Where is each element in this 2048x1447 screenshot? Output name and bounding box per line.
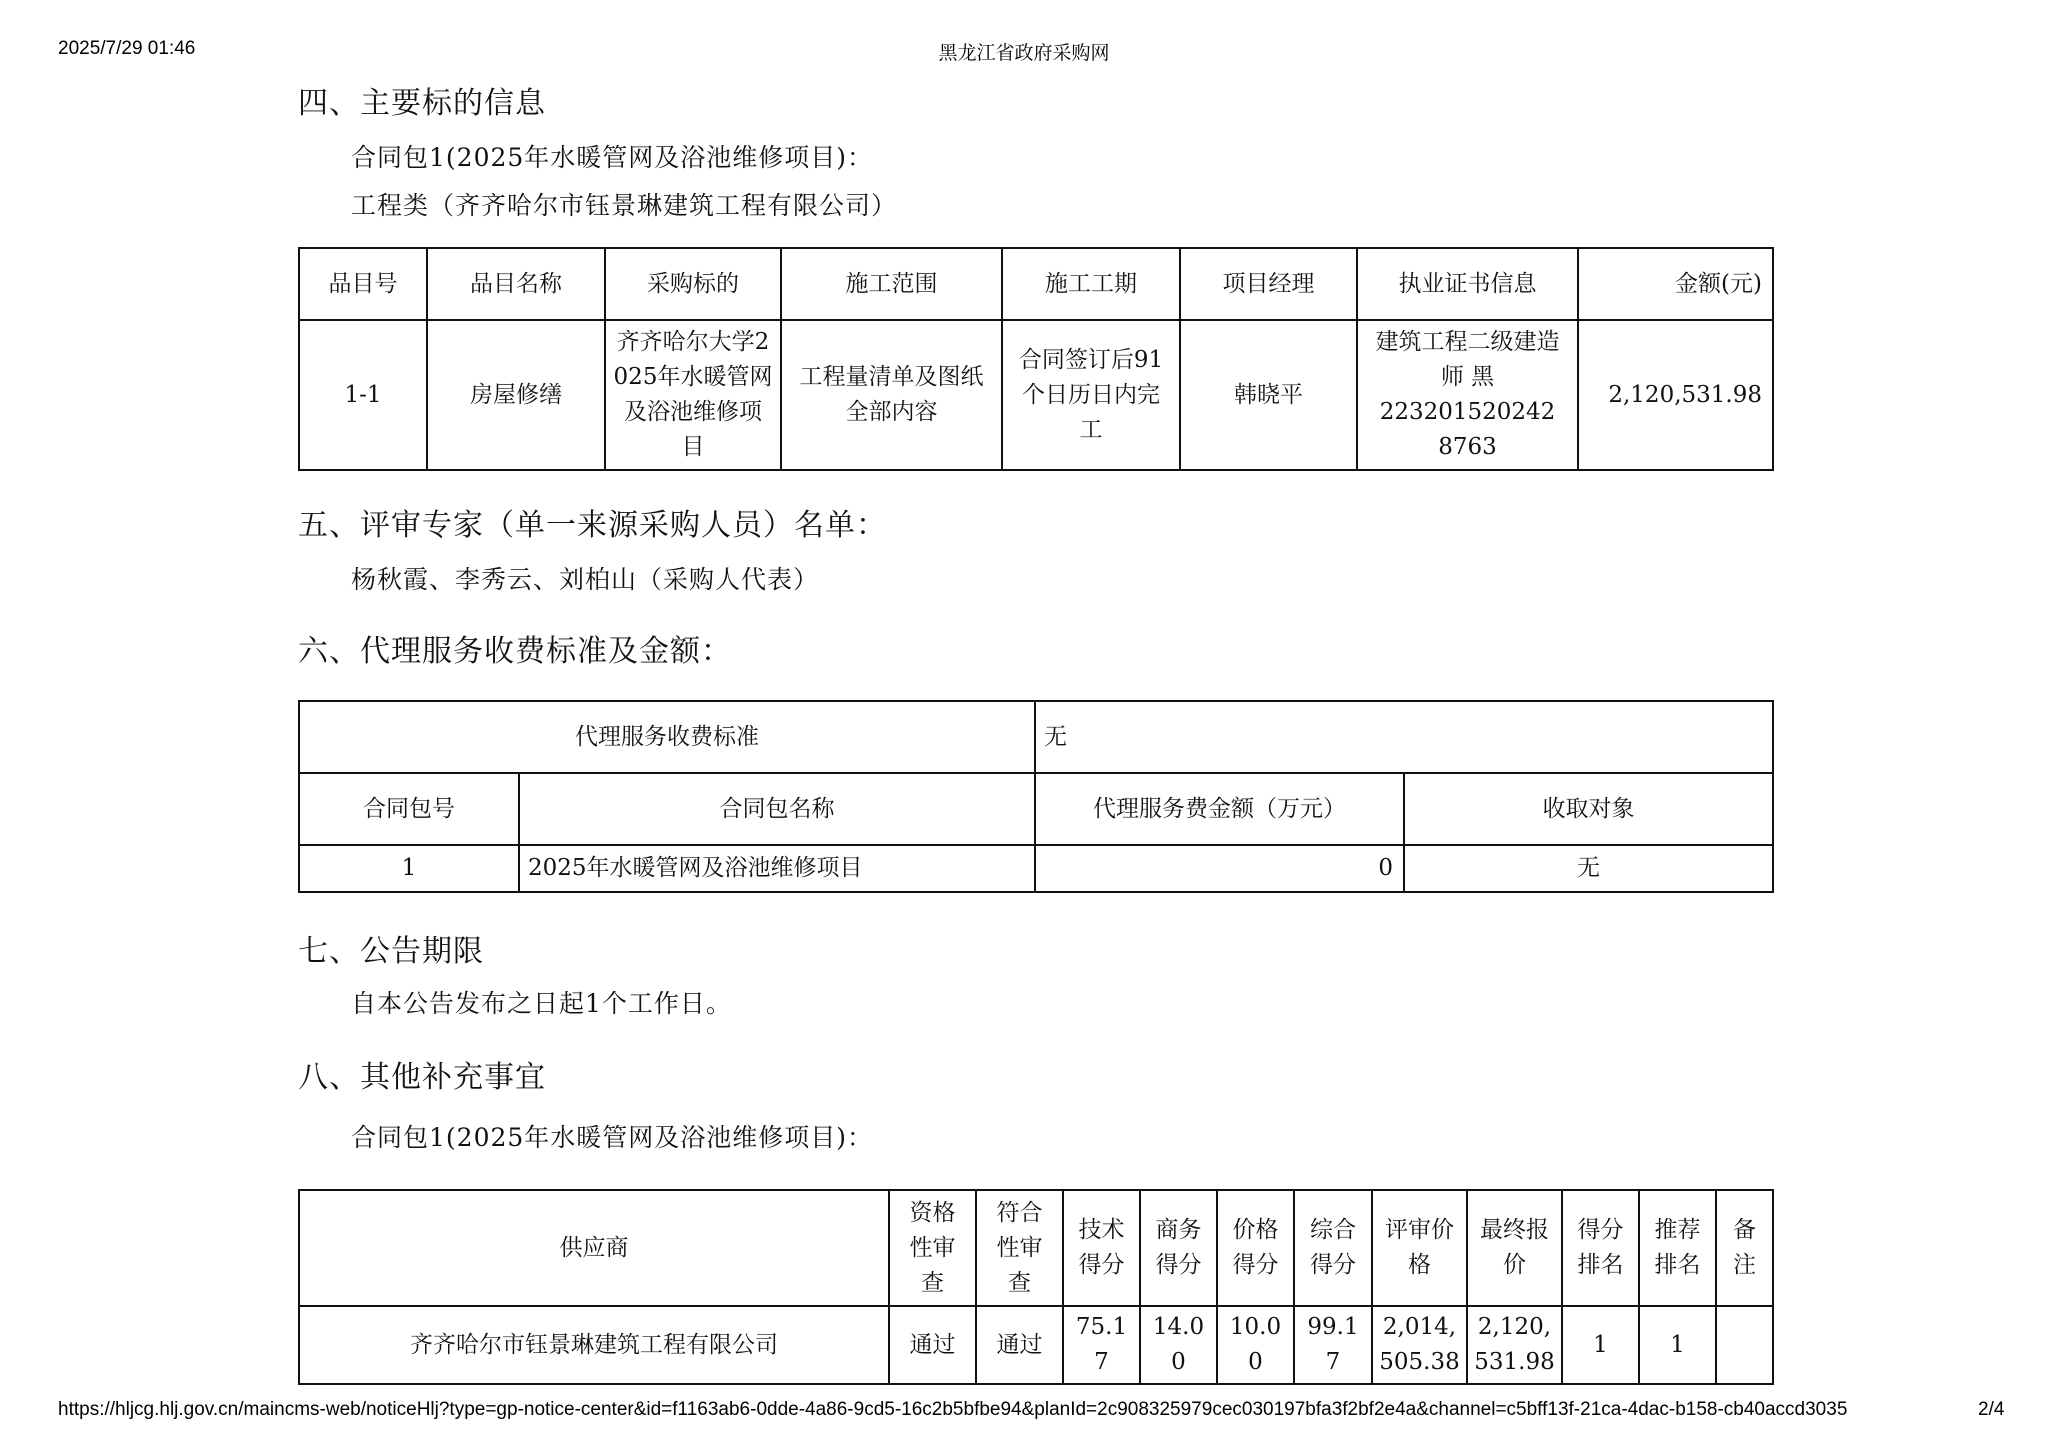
col-amount: 金额(元) [1578, 248, 1773, 320]
col-subject: 采购标的 [605, 248, 781, 320]
col-scope: 施工范围 [781, 248, 1002, 320]
evaluation-table [298, 1189, 1774, 1385]
col-item-no: 品目号 [299, 248, 427, 320]
col-package-no: 合同包号 [299, 773, 519, 845]
price-score: 10.0 0 [1217, 1306, 1294, 1384]
section8-title: 八、其他补充事宜 [298, 1060, 546, 1095]
col-tech-score: 技术 得分 [1063, 1190, 1140, 1306]
col-item-name: 品目名称 [427, 248, 605, 320]
fee-standard-label: 代理服务收费标准 [299, 701, 1035, 773]
col-package-name: 合同包名称 [519, 773, 1035, 845]
table-row [299, 320, 1773, 470]
col-manager: 项目经理 [1180, 248, 1357, 320]
total-score: 99.1 7 [1294, 1306, 1372, 1384]
page-url: https://hljcg.hlj.gov.cn/maincms-web/noticeHlj?type=gp-notice-center&id=f1163ab6-0dde-4a86-9cd5-16c2b5bfbe94&planId=2c908325979cec030197bfa3f2bf2e4a&channel=c5bff13f-21ca-4dac-b158-cb40accd3035 [58, 1399, 1848, 1420]
section4-category: 工程类（齐齐哈尔市钰景琳建筑工程有限公司） [351, 191, 898, 220]
subject-info-table [298, 247, 1774, 471]
col-eval-price: 评审价 格 [1372, 1190, 1467, 1306]
col-biz-score: 商务 得分 [1140, 1190, 1217, 1306]
col-certificate: 执业证书信息 [1357, 248, 1578, 320]
fee-amount: 0 [1035, 845, 1404, 892]
remark [1716, 1306, 1773, 1384]
score-rank: 1 [1562, 1306, 1639, 1384]
print-datetime: 2025/7/29 01:46 [58, 38, 196, 59]
section4-title: 四、主要标的信息 [298, 86, 546, 121]
table-header-row [299, 773, 1773, 845]
section7-text: 自本公告发布之日起1个工作日。 [351, 989, 732, 1018]
fee-standard-row [299, 701, 1773, 773]
page-number: 2/4 [1978, 1399, 2005, 1420]
col-recommend-rank: 推荐 排名 [1639, 1190, 1716, 1306]
table-row [299, 1306, 1773, 1384]
section5-title: 五、评审专家（单一来源采购人员）名单： [298, 508, 887, 543]
col-price-score: 价格 得分 [1217, 1190, 1294, 1306]
period: 合同签订后91 个日历日内完 工 [1002, 320, 1180, 470]
col-remark: 备 注 [1716, 1190, 1773, 1306]
col-target: 收取对象 [1404, 773, 1773, 845]
amount: 2,120,531.98 [1578, 320, 1773, 470]
package-name: 2025年水暖管网及浴池维修项目 [519, 845, 1035, 892]
biz-score: 14.0 0 [1140, 1306, 1217, 1384]
col-compliance: 符合 性审 查 [976, 1190, 1063, 1306]
agency-fee-table [298, 700, 1774, 893]
compliance-result: 通过 [976, 1306, 1063, 1384]
item-name: 房屋修缮 [427, 320, 605, 470]
package-no: 1 [299, 845, 519, 892]
manager: 韩晓平 [1180, 320, 1357, 470]
col-fee: 代理服务费金额（万元） [1035, 773, 1404, 845]
tech-score: 75.1 7 [1063, 1306, 1140, 1384]
section7-title: 七、公告期限 [298, 934, 484, 969]
item-no: 1-1 [299, 320, 427, 470]
site-title: 黑龙江省政府采购网 [938, 43, 1110, 64]
col-supplier: 供应商 [299, 1190, 889, 1306]
table-row [299, 845, 1773, 892]
subject: 齐齐哈尔大学2 025年水暖管网 及浴池维修项 目 [605, 320, 781, 470]
table-header-row [299, 248, 1773, 320]
final-price: 2,120, 531.98 [1467, 1306, 1562, 1384]
fee-target: 无 [1404, 845, 1773, 892]
eval-price: 2,014, 505.38 [1372, 1306, 1467, 1384]
col-score-rank: 得分 排名 [1562, 1190, 1639, 1306]
col-period: 施工工期 [1002, 248, 1180, 320]
section6-title: 六、代理服务收费标准及金额： [298, 634, 732, 669]
col-total-score: 综合 得分 [1294, 1190, 1372, 1306]
table-header-row [299, 1190, 1773, 1306]
scope: 工程量清单及图纸 全部内容 [781, 320, 1002, 470]
qualification-result: 通过 [889, 1306, 976, 1384]
supplier: 齐齐哈尔市钰景琳建筑工程有限公司 [299, 1306, 889, 1384]
fee-standard-value: 无 [1035, 701, 1773, 773]
col-final-price: 最终报 价 [1467, 1190, 1562, 1306]
col-qualification: 资格 性审 查 [889, 1190, 976, 1306]
recommend-rank: 1 [1639, 1306, 1716, 1384]
section4-package: 合同包1(2025年水暖管网及浴池维修项目)： [351, 143, 874, 172]
section8-package: 合同包1(2025年水暖管网及浴池维修项目)： [351, 1123, 874, 1152]
certificate: 建筑工程二级建造 师 黑223201520242 8763 [1357, 320, 1578, 470]
section5-members: 杨秋霞、李秀云、刘柏山（采购人代表） [351, 565, 820, 594]
